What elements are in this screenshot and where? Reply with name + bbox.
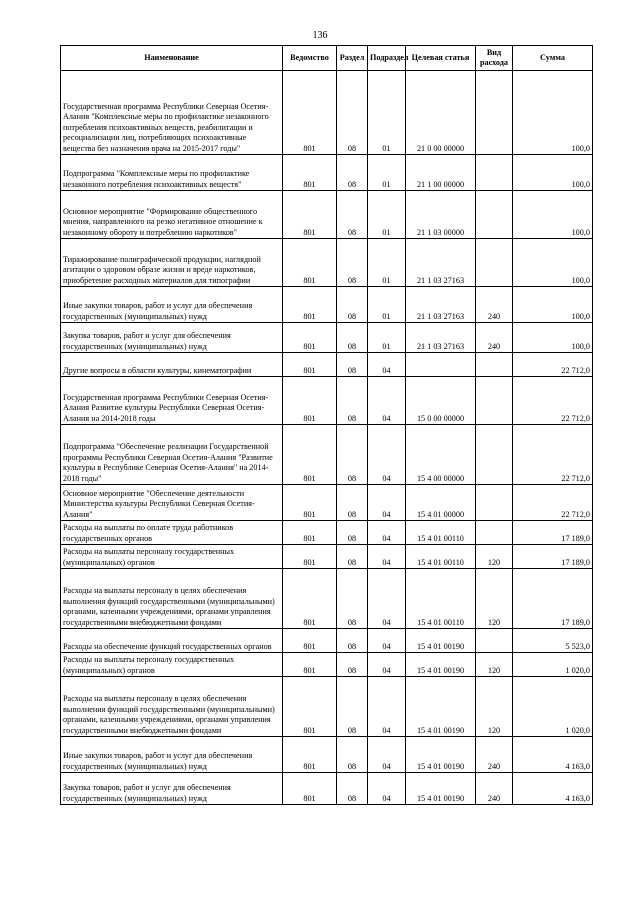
cell-razdel: 08 (337, 425, 368, 485)
table-body (61, 71, 593, 805)
cell-podrazdel: 04 (368, 773, 406, 805)
table-row (61, 287, 593, 323)
cell-vid (476, 71, 513, 155)
cell-name: Закупка товаров, работ и услуг для обеспечения государственных (муниципальных) нужд (61, 773, 283, 805)
table-row (61, 353, 593, 377)
cell-celevaya: 21 0 00 00000 (406, 71, 476, 155)
cell-summa: 17 189,0 (513, 569, 593, 629)
table-row (61, 569, 593, 629)
cell-summa: 4 163,0 (513, 773, 593, 805)
cell-summa: 100,0 (513, 191, 593, 239)
cell-razdel: 08 (337, 239, 368, 287)
cell-summa: 22 712,0 (513, 377, 593, 425)
cell-celevaya: 15 4 01 00000 (406, 485, 476, 521)
cell-summa: 5 523,0 (513, 629, 593, 653)
cell-celevaya: 21 1 03 00000 (406, 191, 476, 239)
cell-name: Расходы на выплаты по оплате труда работников государственных органов (61, 521, 283, 545)
cell-vid: 120 (476, 569, 513, 629)
cell-summa: 100,0 (513, 71, 593, 155)
table-row (61, 377, 593, 425)
table-row (61, 425, 593, 485)
page-number: 136 (312, 30, 328, 41)
cell-razdel: 08 (337, 71, 368, 155)
cell-ved: 801 (283, 239, 337, 287)
cell-razdel: 08 (337, 377, 368, 425)
column-header-ved: Ведомство (283, 46, 337, 71)
cell-name: Закупка товаров, работ и услуг для обеспечения государственных (муниципальных) нужд (61, 323, 283, 353)
cell-razdel: 08 (337, 569, 368, 629)
table-row (61, 485, 593, 521)
cell-razdel: 08 (337, 287, 368, 323)
cell-summa: 17 189,0 (513, 545, 593, 569)
cell-podrazdel: 01 (368, 191, 406, 239)
table-row (61, 629, 593, 653)
cell-razdel: 08 (337, 521, 368, 545)
cell-ved: 801 (283, 653, 337, 677)
cell-razdel: 08 (337, 545, 368, 569)
cell-ved: 801 (283, 773, 337, 805)
cell-vid: 240 (476, 737, 513, 773)
cell-podrazdel: 04 (368, 521, 406, 545)
cell-ved: 801 (283, 545, 337, 569)
cell-vid (476, 353, 513, 377)
cell-celevaya: 15 4 01 00190 (406, 653, 476, 677)
cell-summa: 100,0 (513, 323, 593, 353)
cell-name: Расходы на выплаты персоналу в целях обеспечения выполнения функций государственными (муниципальными) органами, казенными учреждениями, органами управления государственными внебюджетными фондами (61, 677, 283, 737)
cell-name: Расходы на выплаты персоналу государственных (муниципальных) органов (61, 545, 283, 569)
cell-celevaya: 21 1 03 27163 (406, 323, 476, 353)
cell-podrazdel: 04 (368, 377, 406, 425)
table-row (61, 71, 593, 155)
cell-celevaya: 21 1 00 00000 (406, 155, 476, 191)
cell-vid (476, 521, 513, 545)
cell-ved: 801 (283, 353, 337, 377)
table-row (61, 191, 593, 239)
cell-razdel: 08 (337, 629, 368, 653)
cell-ved: 801 (283, 425, 337, 485)
cell-ved: 801 (283, 155, 337, 191)
cell-podrazdel: 04 (368, 737, 406, 773)
cell-vid (476, 377, 513, 425)
cell-summa: 100,0 (513, 287, 593, 323)
cell-razdel: 08 (337, 323, 368, 353)
cell-podrazdel: 04 (368, 629, 406, 653)
cell-podrazdel: 04 (368, 677, 406, 737)
cell-ved: 801 (283, 677, 337, 737)
cell-celevaya: 21 1 03 27163 (406, 239, 476, 287)
cell-vid (476, 155, 513, 191)
cell-ved: 801 (283, 191, 337, 239)
cell-razdel: 08 (337, 353, 368, 377)
cell-celevaya: 21 1 03 27163 (406, 287, 476, 323)
cell-name: Основное мероприятие "Обеспечение деятельности Министерства культуры Республики Северная Осетия-Алания" (61, 485, 283, 521)
cell-vid (476, 425, 513, 485)
cell-vid: 240 (476, 287, 513, 323)
cell-podrazdel: 01 (368, 239, 406, 287)
cell-vid: 120 (476, 653, 513, 677)
cell-name: Государственная программа Республики Северная Осетия-Алания "Комплексные меры по профилактике незаконного потребления психоактивных веществ, реабилитации и ресоциализации лиц, потребляющих психоактивные вещества без назначения врача на 2015-2017 годы" (61, 71, 283, 155)
cell-razdel: 08 (337, 737, 368, 773)
cell-celevaya: 15 4 01 00190 (406, 737, 476, 773)
budget-table (60, 45, 593, 805)
column-header-podrazdel: Подраздел (368, 46, 406, 71)
cell-celevaya: 15 4 01 00190 (406, 629, 476, 653)
cell-ved: 801 (283, 323, 337, 353)
cell-vid (476, 239, 513, 287)
cell-name: Расходы на выплаты персоналу государственных (муниципальных) органов (61, 653, 283, 677)
cell-name: Иные закупки товаров, работ и услуг для обеспечения государственных (муниципальных) нужд (61, 737, 283, 773)
column-header-celevaya: Целевая статья (406, 46, 476, 71)
cell-name: Иные закупки товаров, работ и услуг для обеспечения государственных (муниципальных) нужд (61, 287, 283, 323)
table-row (61, 653, 593, 677)
cell-ved: 801 (283, 377, 337, 425)
cell-razdel: 08 (337, 485, 368, 521)
cell-celevaya (406, 353, 476, 377)
table-row (61, 323, 593, 353)
cell-name: Тиражирование полиграфической продукции, наглядной агитации о здоровом образе жизни и вреде наркотиков, приобретение расходных материалов для типографии (61, 239, 283, 287)
cell-vid (476, 629, 513, 653)
column-header-vid: Вид расхода (476, 46, 513, 71)
cell-summa: 1 020,0 (513, 677, 593, 737)
cell-vid (476, 485, 513, 521)
cell-name: Другие вопросы в области культуры, кинематографии (61, 353, 283, 377)
table-header-row (61, 46, 593, 71)
cell-razdel: 08 (337, 653, 368, 677)
column-header-name: Наименование (61, 46, 283, 71)
cell-podrazdel: 01 (368, 155, 406, 191)
cell-celevaya: 15 0 00 00000 (406, 377, 476, 425)
cell-podrazdel: 04 (368, 485, 406, 521)
cell-summa: 1 020,0 (513, 653, 593, 677)
cell-razdel: 08 (337, 773, 368, 805)
cell-podrazdel: 04 (368, 353, 406, 377)
cell-podrazdel: 04 (368, 545, 406, 569)
cell-vid: 120 (476, 677, 513, 737)
cell-podrazdel: 01 (368, 71, 406, 155)
cell-podrazdel: 01 (368, 287, 406, 323)
cell-summa: 17 189,0 (513, 521, 593, 545)
cell-vid (476, 191, 513, 239)
table-row (61, 239, 593, 287)
table-row (61, 677, 593, 737)
cell-ved: 801 (283, 569, 337, 629)
cell-summa: 4 163,0 (513, 737, 593, 773)
cell-name: Расходы на обеспечение функций государственных органов (61, 629, 283, 653)
cell-podrazdel: 04 (368, 425, 406, 485)
cell-summa: 22 712,0 (513, 353, 593, 377)
cell-vid: 120 (476, 545, 513, 569)
cell-celevaya: 15 4 00 00000 (406, 425, 476, 485)
cell-name: Подпрограмма "Обеспечение реализации Государственной программы Республики Северная Осетия-Алания "Развитие культуры в Республике Северная Осетия-Алания" на 2014-2018 годы" (61, 425, 283, 485)
table-row (61, 737, 593, 773)
table-row (61, 773, 593, 805)
table-row (61, 545, 593, 569)
cell-summa: 100,0 (513, 155, 593, 191)
cell-celevaya: 15 4 01 00190 (406, 677, 476, 737)
cell-celevaya: 15 4 01 00110 (406, 545, 476, 569)
cell-celevaya: 15 4 01 00110 (406, 521, 476, 545)
cell-ved: 801 (283, 521, 337, 545)
cell-name: Расходы на выплаты персоналу в целях обеспечения выполнения функций государственными (муниципальными) органами, казенными учреждениями, органами управления государственными внебюджетными фондами (61, 569, 283, 629)
table-row (61, 155, 593, 191)
cell-podrazdel: 01 (368, 323, 406, 353)
cell-razdel: 08 (337, 677, 368, 737)
cell-ved: 801 (283, 287, 337, 323)
cell-celevaya: 15 4 01 00190 (406, 773, 476, 805)
cell-summa: 100,0 (513, 239, 593, 287)
cell-razdel: 08 (337, 191, 368, 239)
cell-ved: 801 (283, 71, 337, 155)
cell-name: Основное мероприятие "Формирование общественного мнения, направленного на резко негативное отношение к незаконному обороту и потреблению наркотиков" (61, 191, 283, 239)
cell-ved: 801 (283, 737, 337, 773)
cell-vid: 240 (476, 773, 513, 805)
cell-razdel: 08 (337, 155, 368, 191)
table-row (61, 521, 593, 545)
column-header-razdel: Раздел (337, 46, 368, 71)
cell-name: Государственная программа Республики Северная Осетия-Алания Развитие культуры Республики Северная Осетия-Алания на 2014-2018 годы (61, 377, 283, 425)
cell-vid: 240 (476, 323, 513, 353)
cell-podrazdel: 04 (368, 569, 406, 629)
cell-podrazdel: 04 (368, 653, 406, 677)
cell-celevaya: 15 4 01 00110 (406, 569, 476, 629)
cell-name: Подпрограмма "Комплексные меры по профилактике незаконного потребления психоактивных веществ" (61, 155, 283, 191)
cell-summa: 22 712,0 (513, 485, 593, 521)
cell-ved: 801 (283, 485, 337, 521)
column-header-summa: Сумма (513, 46, 593, 71)
cell-ved: 801 (283, 629, 337, 653)
cell-summa: 22 712,0 (513, 425, 593, 485)
